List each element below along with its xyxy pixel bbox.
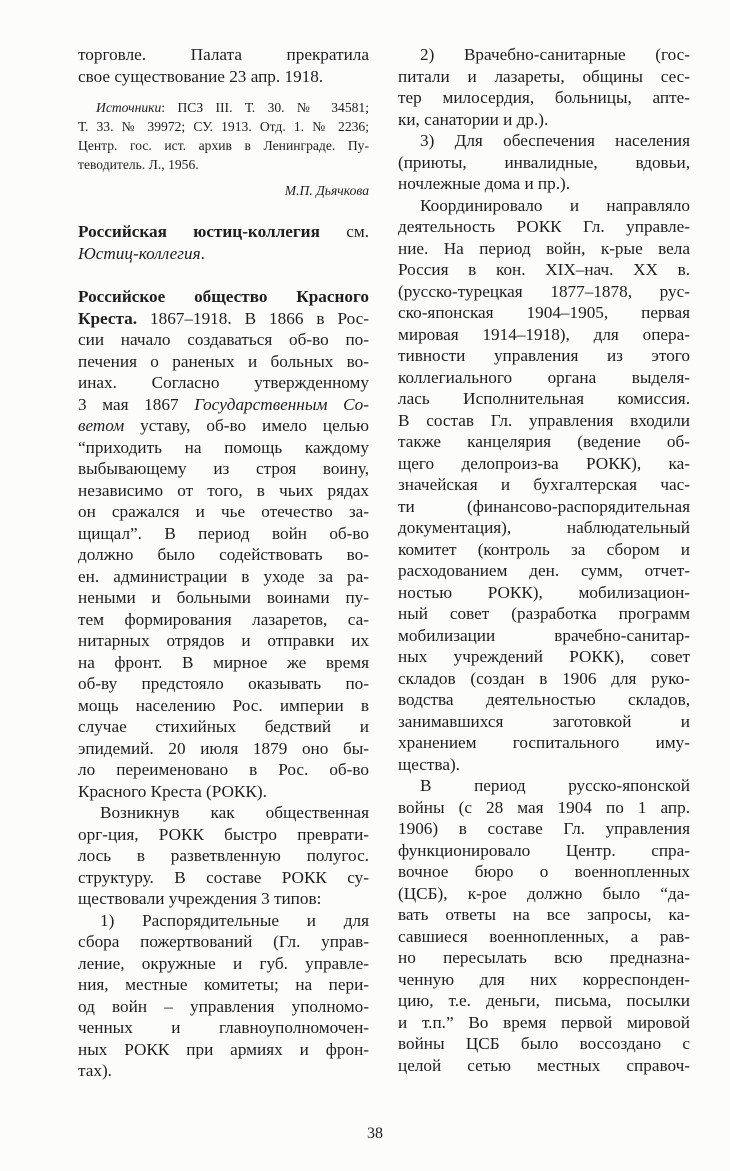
text-run: ностью РОКК), мобилизацион-	[398, 582, 690, 602]
text-line	[78, 587, 369, 609]
text-run: ти (финансово-распорядительная	[398, 496, 690, 516]
text-run: савшиеся военнопленных, а рав-	[398, 926, 690, 946]
text-line	[78, 372, 369, 394]
text-line	[398, 474, 690, 496]
text-line	[398, 238, 690, 260]
text-line	[78, 66, 369, 88]
text-line	[78, 695, 369, 717]
text-line	[78, 802, 369, 824]
text-run: вочное бюро о военнопленных	[398, 862, 690, 881]
text-run: 3) Для обеспечения населения	[420, 131, 690, 150]
text-run: тер милосердия, больницы, апте-	[398, 88, 690, 107]
text-line	[398, 754, 690, 776]
text-run: 2) Врачебно-санитарные (гос-	[420, 45, 690, 64]
continued-paragraph	[78, 44, 369, 87]
text-run: 3 мая 1867	[78, 394, 195, 414]
text-run: ных РОКК при армиях и фрон-	[78, 1039, 369, 1059]
text-run: складов (создан в 1906 для руко-	[398, 668, 690, 688]
text-run: об-ву предстояло оказывать по-	[78, 674, 369, 693]
text-run: орг-ция, РОКК быстро преврати-	[78, 824, 369, 844]
text-line	[78, 845, 369, 867]
text-line	[78, 44, 369, 66]
text-run: и т.п.” Во время первой мировой	[398, 1012, 690, 1032]
text-line	[78, 243, 369, 265]
text-run: 1867–1918. В 1866 в Рос-	[137, 308, 369, 328]
text-run: Т. 33. № 39972; СУ. 1913. Отд. 1. № 2236;	[78, 119, 369, 134]
text-run: ночлежные дома и пр.).	[398, 174, 571, 193]
text-run: нитарных отрядов и отправки их	[78, 631, 369, 650]
text-run: занимавшихся заготовкой и	[398, 711, 690, 731]
text-line	[78, 1017, 369, 1039]
text-run: но пересылать всю предназна-	[398, 948, 690, 967]
text-line	[398, 324, 690, 346]
text-run: лась Исполнительная комиссия.	[398, 389, 690, 408]
crossref-entry	[78, 221, 369, 264]
article-left-column	[78, 286, 369, 1082]
text-line	[398, 969, 690, 991]
text-line	[398, 797, 690, 819]
text-line	[78, 523, 369, 545]
text-run: водства деятельностью складов,	[398, 690, 690, 709]
text-line	[398, 775, 690, 797]
text-line	[78, 351, 369, 373]
text-run: тах).	[78, 1061, 112, 1080]
text-run: питали и лазареты, общины сес-	[398, 66, 690, 86]
text-line	[398, 539, 690, 561]
text-line	[398, 947, 690, 969]
text-run: сии начало создаваться об-во по-	[78, 330, 369, 349]
text-line	[78, 136, 369, 155]
text-line	[78, 480, 369, 502]
text-run: мощь населению Рос. империи в	[78, 695, 369, 715]
text-line	[398, 195, 690, 217]
text-run: ществовали учреждения 3 типов:	[78, 889, 322, 908]
text-run: ен. администрации в уходе за ра-	[78, 566, 369, 586]
text-run: деятельность РОКК Гл. управле-	[398, 217, 690, 236]
text-line	[398, 1033, 690, 1055]
text-run: целой сетью местных справоч-	[398, 1055, 690, 1075]
text-line	[398, 216, 690, 238]
page-number: 38	[367, 1125, 383, 1142]
text-run: свое существование 23 апр. 1918.	[78, 66, 324, 86]
text-run: В состав Гл. управления входили	[398, 410, 690, 430]
text-line	[398, 990, 690, 1012]
italic-text: ветом	[78, 416, 125, 435]
text-line	[78, 673, 369, 695]
text-line	[78, 630, 369, 652]
bold-text: Российская юстиц-коллегия	[78, 222, 320, 241]
text-run: Россия в кон. XIX–нач. XX в.	[398, 260, 690, 279]
text-line	[78, 415, 369, 437]
italic-text: Государственным Со-	[194, 394, 369, 414]
text-line	[398, 646, 690, 668]
text-line	[78, 117, 369, 136]
text-run: щества).	[398, 754, 460, 774]
text-line	[78, 437, 369, 459]
bold-text: Российское общество Красного	[78, 287, 369, 306]
text-run: тивности управления из этого	[398, 346, 690, 365]
bold-text: Креста.	[78, 308, 138, 328]
text-line	[398, 87, 690, 109]
text-run: ных учреждений РОКК), совет	[398, 647, 690, 666]
text-run: эпидемий. 20 июля 1879 оно бы-	[78, 738, 369, 758]
text-run: хранением госпитального иму-	[398, 733, 690, 752]
text-run: (приюты, инвалидные, вдовьи,	[398, 152, 690, 172]
paragraph	[398, 195, 690, 776]
text-run: “приходить на помощь каждому	[78, 437, 369, 457]
text-line	[78, 98, 369, 117]
text-line	[398, 367, 690, 389]
text-run: случае стихийных бедствий и	[78, 717, 369, 736]
text-line	[78, 609, 369, 631]
text-run: торговле. Палата прекратила	[78, 45, 369, 64]
text-line	[398, 281, 690, 303]
text-run: ния, местные комитеты; на пери-	[78, 975, 369, 994]
text-run: Возникнув как общественная	[100, 803, 369, 822]
text-line	[398, 173, 690, 195]
text-line	[398, 926, 690, 948]
text-line	[78, 974, 369, 996]
text-run: должно было содействовать во-	[78, 545, 369, 564]
text-run: комитет (контроль за сбором и	[398, 539, 690, 559]
text-line	[78, 566, 369, 588]
text-line	[398, 388, 690, 410]
text-line	[398, 560, 690, 582]
text-run: од войн – управления уполномо-	[78, 996, 369, 1016]
text-run: коллегиального органа выделя-	[398, 367, 690, 387]
text-line	[398, 453, 690, 475]
italic-text: Юстиц-коллегия	[78, 243, 201, 263]
text-run: Красного Креста (РОКК).	[78, 781, 267, 801]
text-run: : ПСЗ III. Т. 30. № 34581;	[161, 100, 369, 115]
text-run: см.	[319, 222, 369, 241]
text-run: ченную для них корреспонден-	[398, 969, 690, 989]
italic-text: Источники	[96, 100, 162, 115]
text-line	[78, 155, 369, 174]
sources-note	[78, 98, 369, 174]
text-line	[398, 152, 690, 174]
text-line	[78, 458, 369, 480]
text-run: значейская и бухгалтерская час-	[398, 475, 690, 494]
text-line	[78, 996, 369, 1018]
text-line	[398, 625, 690, 647]
text-line	[398, 517, 690, 539]
text-line	[78, 931, 369, 953]
text-line	[398, 259, 690, 281]
text-line	[78, 910, 369, 932]
text-run: лось в разветвленную полугос.	[78, 846, 369, 865]
text-line	[78, 824, 369, 846]
text-run: (русско-турецкая 1877–1878, рус-	[398, 281, 690, 301]
text-line	[78, 1039, 369, 1061]
text-line	[78, 394, 369, 416]
text-run: неными и больными воинами пу-	[78, 588, 369, 607]
paragraph	[78, 802, 369, 910]
text-line	[398, 904, 690, 926]
text-run: .	[200, 243, 205, 263]
text-run: расходованием ден. сумм, отчет-	[398, 561, 690, 580]
text-line	[78, 781, 369, 803]
paragraph	[398, 44, 690, 130]
text-run: мировая 1914–1918), для опера-	[398, 324, 690, 344]
text-line	[398, 109, 690, 131]
text-run: функционировало Центр. спра-	[398, 840, 690, 860]
text-run: он сражался и чье отечество за-	[78, 502, 369, 521]
text-line	[78, 221, 369, 243]
text-run: 1) Распорядительные и для	[100, 910, 369, 930]
author-signature: М.П. Дьячкова	[284, 183, 369, 198]
text-line	[398, 668, 690, 690]
text-run: теводитель. Л., 1956.	[78, 157, 199, 172]
text-run: структуру. В составе РОКК су-	[78, 867, 369, 887]
text-line	[398, 603, 690, 625]
text-line	[78, 888, 369, 910]
paragraph	[78, 286, 369, 802]
text-run: Координировало и направляло	[420, 195, 690, 215]
text-run: печения о раненых и больных во-	[78, 351, 369, 371]
text-line	[78, 329, 369, 351]
text-run: В период русско-японской	[420, 776, 690, 795]
text-line	[78, 286, 369, 308]
text-run: независимо от того, в чьих рядах	[78, 480, 369, 500]
text-line	[398, 711, 690, 733]
text-line	[398, 431, 690, 453]
text-run: мобилизации врачебно-санитар-	[398, 625, 690, 645]
text-line	[398, 582, 690, 604]
paragraph	[78, 98, 369, 174]
text-run: ние. На период войн, к-рые вела	[398, 238, 690, 258]
text-line	[78, 867, 369, 889]
text-run: Центр. гос. ист. архив в Ленинграде. Пу-	[78, 138, 369, 153]
text-run: также канцелярия (ведение об-	[398, 432, 690, 451]
text-line	[398, 818, 690, 840]
text-run: цию, т.е. деньги, письма, посылки	[398, 991, 690, 1010]
paragraph	[78, 221, 369, 264]
text-line	[78, 308, 369, 330]
text-run: на фронт. В мирное же время	[78, 652, 369, 672]
text-line	[398, 66, 690, 88]
text-run: ло переименовано в Рос. об-во	[78, 760, 369, 779]
paragraph	[78, 44, 369, 87]
text-line	[398, 496, 690, 518]
text-line	[398, 861, 690, 883]
text-run: инах. Согласно утвержденному	[78, 373, 369, 392]
text-run: документация), наблюдательный	[398, 518, 690, 537]
text-line	[398, 1012, 690, 1034]
text-line	[78, 759, 369, 781]
text-run: уставу, об-во имело целью	[124, 416, 369, 435]
text-line	[78, 544, 369, 566]
text-run: ный совет (разработка программ	[398, 604, 690, 623]
text-run: вать ответы на все запросы, ка-	[398, 905, 690, 924]
text-line	[398, 302, 690, 324]
text-run: ки, санатории и др.).	[398, 109, 549, 129]
text-line	[78, 738, 369, 760]
text-line	[398, 1055, 690, 1077]
article-right-column	[398, 44, 690, 1076]
text-line	[78, 652, 369, 674]
text-run: щищал”. В период войн об-во	[78, 523, 369, 543]
text-line	[78, 1060, 369, 1082]
text-run: щего делопроиз-ва РОКК), ка-	[398, 453, 690, 473]
text-line	[398, 732, 690, 754]
paragraph	[78, 910, 369, 1082]
text-line	[398, 840, 690, 862]
text-run: 1906) в составе Гл. управления	[398, 819, 690, 838]
text-run: сбора пожертвований (Гл. управ-	[78, 932, 369, 951]
paragraph	[398, 775, 690, 1076]
text-line	[398, 883, 690, 905]
text-run: тем формирования лазаретов, са-	[78, 609, 369, 629]
text-line	[78, 501, 369, 523]
text-run: ление, окружные и губ. управле-	[78, 953, 369, 973]
text-line	[78, 953, 369, 975]
text-line	[398, 345, 690, 367]
text-run: войны ЦСБ было воссоздано с	[398, 1034, 690, 1053]
text-run: войны (с 28 мая 1904 по 1 апр.	[398, 797, 690, 817]
text-run: выбывающему из строя воину,	[78, 459, 369, 478]
paragraph	[398, 130, 690, 195]
text-run: ченных и главноуполномочен-	[78, 1018, 369, 1037]
text-run: ско-японская 1904–1905, первая	[398, 303, 690, 322]
text-line	[398, 130, 690, 152]
text-run: (ЦСБ), к-рое должно было “да-	[398, 883, 690, 903]
text-line	[398, 44, 690, 66]
text-line	[398, 689, 690, 711]
text-line	[398, 410, 690, 432]
text-line	[78, 716, 369, 738]
